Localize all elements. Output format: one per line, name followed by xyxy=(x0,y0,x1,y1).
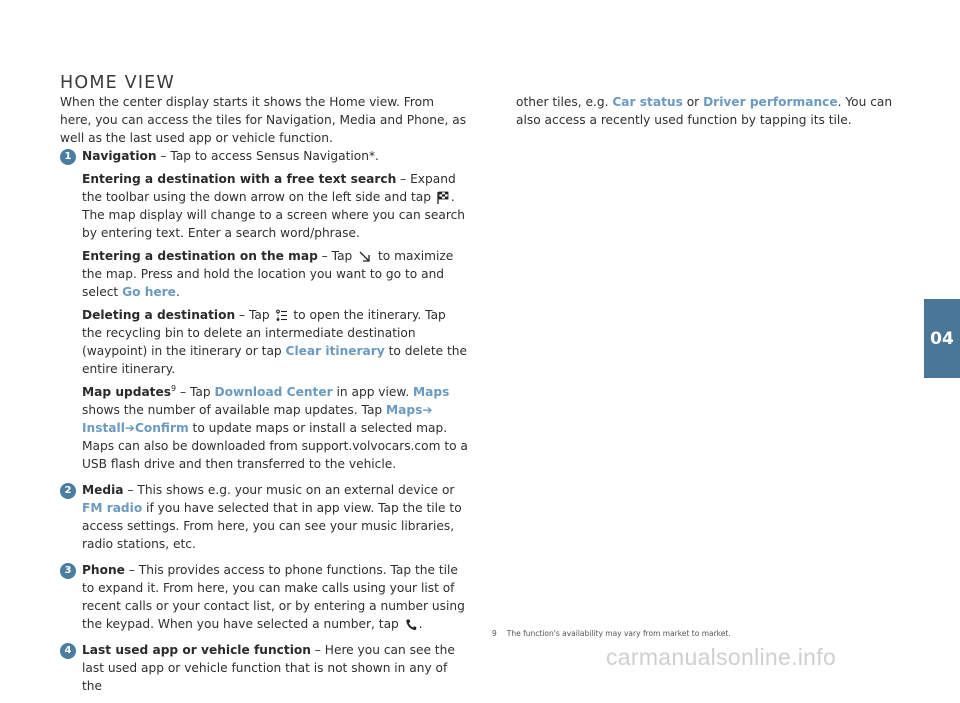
sub-free-text-search: Entering a destination with a free text search – Expand the toolbar using the down arrow on the left side and tap . The map display will change to a screen where you can search by entering text. Enter a search word/phrase. xyxy=(82,172,466,240)
arrow-right-icon: ➔ xyxy=(422,403,433,417)
item-text: – Tap to access Sensus Navigation*. xyxy=(156,149,379,163)
ui-go-here: Go here xyxy=(122,285,176,299)
footnote-ref: 9 xyxy=(171,383,177,393)
footnote-number: 9 xyxy=(492,629,497,638)
watermark: carmanualsonline.info xyxy=(606,644,837,670)
ui-install: Install xyxy=(82,421,125,435)
ui-fm-radio: FM radio xyxy=(82,501,143,515)
ui-clear-itinerary: Clear itinerary xyxy=(285,344,385,358)
term-navigation: Navigation xyxy=(82,149,157,163)
ui-confirm: Confirm xyxy=(134,421,189,435)
continuation-paragraph: other tiles, e.g. Car status or Driver performance. You can also access a recently used function by tapping its tile. xyxy=(516,95,893,127)
sub-deleting-destination: Deleting a destination – Tap to open the itinerary. Tap the recycling bin to delete an intermediate destination (waypoint) in the itinerary or tap Clear itinerary to delete the entire itinerary. xyxy=(82,308,467,376)
intro-paragraph: When the center display starts it shows the Home view. From here, you can access the tiles for Navigation, Media and Phone, as well as the last used app or vehicle function. xyxy=(60,95,467,145)
footnote-text: The function's availability may vary from market to market. xyxy=(506,629,731,638)
sub-destination-on-map: Entering a destination on the map – Tap to maximize the map. Press and hold the location you want to go to and select Go here. xyxy=(82,249,454,299)
ui-maps: Maps xyxy=(386,403,423,417)
ui-download-center: Download Center xyxy=(214,385,333,399)
footnote xyxy=(492,629,731,638)
checkered-flag-icon xyxy=(437,191,449,204)
number-badge: 3 xyxy=(60,563,76,579)
term-media: Media xyxy=(82,483,124,497)
page-title: HOME VIEW xyxy=(60,72,175,93)
list-item-navigation xyxy=(60,147,468,473)
list-item-last-used: 4 Last used app or vehicle function – Here you can see the last used app or vehicle function that is not shown in any of the xyxy=(60,641,468,695)
number-badge: 1 xyxy=(60,149,76,165)
number-badge: 2 xyxy=(60,483,76,499)
ui-maps: Maps xyxy=(413,385,450,399)
ui-driver-performance: Driver performance xyxy=(703,95,838,109)
ui-car-status: Car status xyxy=(612,95,683,109)
list-item-media: 2 Media – This shows e.g. your music on an external device or FM radio if you have selected that in app view. Tap the tile to access settings. From here, you can see your music libraries, radio stations, etc. xyxy=(60,481,468,553)
itinerary-list-icon xyxy=(276,309,288,322)
left-column xyxy=(60,93,468,703)
arrow-right-icon: ➔ xyxy=(124,421,135,435)
maximize-arrow-icon xyxy=(358,250,372,263)
phone-icon xyxy=(405,618,417,631)
number-badge: 4 xyxy=(60,643,76,659)
term-phone: Phone xyxy=(82,563,125,577)
term-last-used: Last used app or vehicle function xyxy=(82,643,311,657)
chapter-number: 04 xyxy=(930,329,954,349)
right-column xyxy=(516,93,908,129)
chapter-tab xyxy=(924,299,960,378)
sub-map-updates: Map updates$^9$ – Tap Download Center in app view. Maps shows the number of available map updates. Tap Maps➔ Install➔Confirm to update maps or install a selected map. Maps can also be downloaded from support.volvocars.com to a USB flash drive and then transferred to the vehicle. xyxy=(82,383,468,471)
list-item-phone: 3 Phone – This provides access to phone functions. Tap the tile to expand it. From here, you can make calls using your list of recent calls or your contact list, or by entering a number using the keypad. When you have selected a number, tap . xyxy=(60,561,468,633)
